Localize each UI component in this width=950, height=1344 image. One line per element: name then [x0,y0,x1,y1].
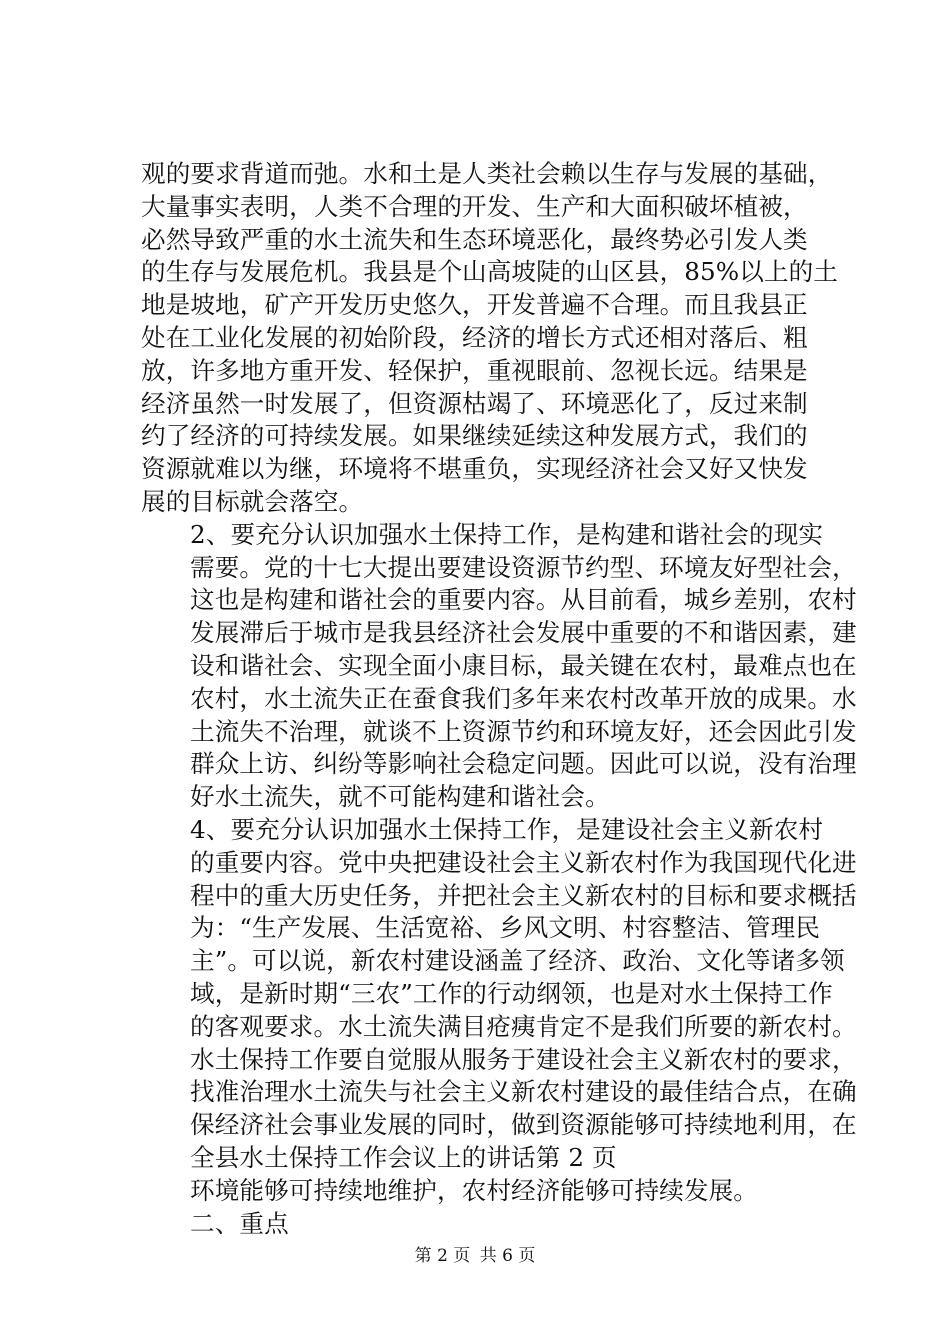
text-line: 程中的重大历史任务，并把社会主义新农村的目标和要求概括 [190,880,857,910]
text-line: 放，许多地方重开发、轻保护，重视眼前、忽视长远。结果是 [141,355,808,385]
page-footer [0,1241,950,1266]
text-line: 为：“生产发展、生活宽裕、乡风文明、村容整洁、管理民 [190,913,821,943]
text-line: 环境能够可持续地维护，农村经济能够可持续发展。 [190,1175,758,1205]
text-line: 农村，水土流失正在蚕食我们多年来农村改革开放的成果。水 [190,683,857,713]
text-line: 的重要内容。党中央把建设社会主义新农村作为我国现代化进 [190,847,857,877]
paragraph-1 [141,158,839,519]
text-line: 需要。党的十七大提出要建设资源节约型、环境友好型社会， [190,552,857,582]
text-line: 观的要求背道而弛。水和土是人类社会赖以生存与发展的基础， [141,159,833,188]
text-line: 全县水土保持工作会议上的讲话第 2 页 [190,1142,617,1172]
paragraph-2 [141,519,857,814]
page-total: 共 6 页 [479,1246,536,1266]
text-line: 展的目标就会落空。 [141,486,364,516]
text-line: 经济虽然一时发展了，但资源枯竭了、环境恶化了，反过来制 [141,388,808,418]
text-line: 好水土流失，就不可能构建和谐社会。 [190,782,610,812]
paragraph-4 [141,1175,836,1208]
text-line: 水土保持工作要自觉服从服务于建设社会主义新农村的要求， [190,1044,857,1074]
text-line: 设和谐社会、实现全面小康目标，最关键在农村，最难点也在 [190,650,857,680]
text-line: 资源就难以为继，环境将不堪重负，实现经济社会又好又快发 [141,454,808,484]
text-line: 主”。可以说，新农村建设涵盖了经济、政治、文化等诸多领 [190,946,845,976]
text-line: 群众上访、纠纷等影响社会稳定问题。因此可以说，没有治理 [190,749,857,779]
page-number: 第 2 页 [414,1246,471,1266]
text-line: 地是坡地，矿产开发历史悠久，开发普遍不合理。而且我县正 [141,290,808,320]
text-line: 2、要充分认识加强水土保持工作，是构建和谐社会的现实 [190,519,824,549]
text-line: 必然导致严重的水土流失和生态环境恶化，最终势必引发人类 [141,224,808,254]
text-line: 的生存与发展危机。我县是个山高坡陡的山区县，85%以上的土 [141,257,839,287]
text-line: 发展滞后于城市是我县经济社会发展中重要的不和谐因素，建 [190,618,857,648]
paragraph-5-heading [141,1208,836,1241]
text-line: 处在工业化发展的初始阶段，经济的增长方式还相对落后、粗 [141,322,808,352]
text-line: 大量事实表明，人类不合理的开发、生产和大面积破坏植被， [141,191,808,221]
text-line: 这也是构建和谐社会的重要内容。从目前看，城乡差别，农村 [190,585,857,615]
body-text [141,158,857,1240]
paragraph-3 [141,814,857,1175]
text-line: 约了经济的可持续发展。如果继续延续这种发展方式，我们的 [141,421,808,451]
text-line: 找准治理水土流失与社会主义新农村建设的最佳结合点，在确 [190,1077,857,1107]
text-line: 土流失不治理，就谈不上资源节约和环境友好，还会因此引发 [190,716,857,746]
text-line: 保经济社会事业发展的同时，做到资源能够可持续地利用，在 [190,1110,857,1140]
text-line: 的客观要求。水土流失满目疮痍肯定不是我们所要的新农村。 [190,1011,857,1041]
text-line: 域，是新时期“三农”工作的行动纲领，也是对水土保持工作 [190,978,833,1008]
text-line: 4、要充分认识加强水土保持工作，是建设社会主义新农村 [190,814,824,844]
text-line: 二、重点 [190,1208,289,1238]
